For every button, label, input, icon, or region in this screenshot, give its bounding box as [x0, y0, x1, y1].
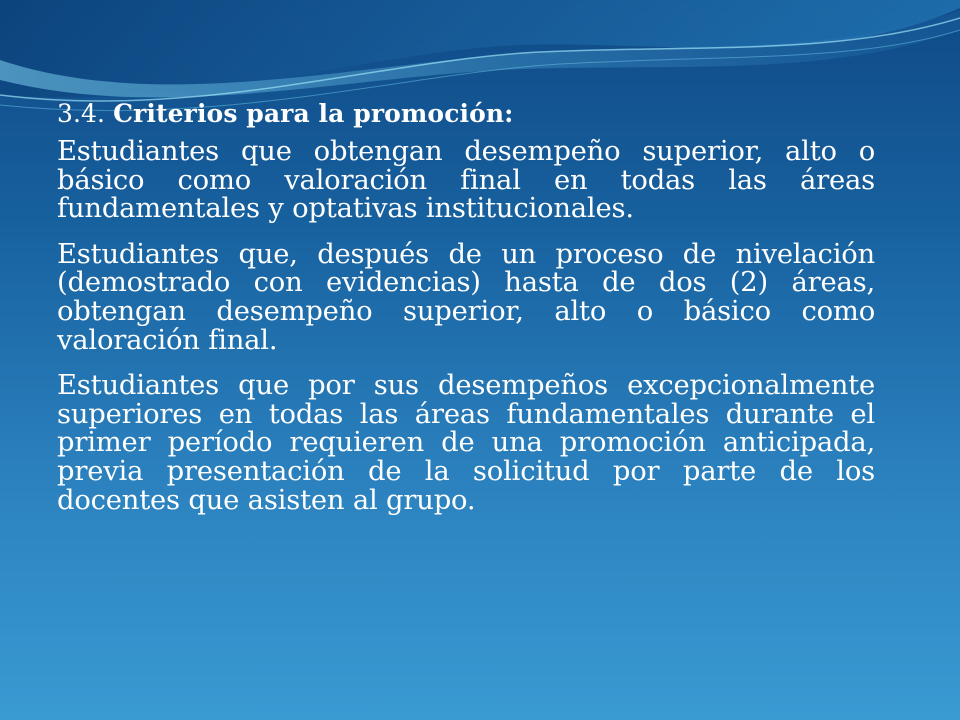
- section-heading: [57, 98, 875, 130]
- heading-number: 3.4.: [57, 99, 106, 128]
- heading-title: Criterios para la promoción:: [113, 99, 514, 128]
- paragraph-criterion-3: Estudiantes que por sus desempeños excepcionalmente superiores en todas las áreas fundamentales durante el primer período requieren de una promoción anticipada, previa presentación de la solicitud por parte de los docentes que asisten al grupo.: [57, 370, 875, 516]
- slide-content: [57, 98, 875, 532]
- paragraph-criterion-1: Estudiantes que obtengan desempeño superior, alto o básico como valoración final en todas las áreas fundamentales y optativas institucionales.: [57, 136, 875, 225]
- paragraph-criterion-2: Estudiantes que, después de un proceso de nivelación (demostrado con evidencias) hasta de dos (2) áreas, obtengan desempeño superior, alto o básico como valoración final.: [57, 238, 875, 356]
